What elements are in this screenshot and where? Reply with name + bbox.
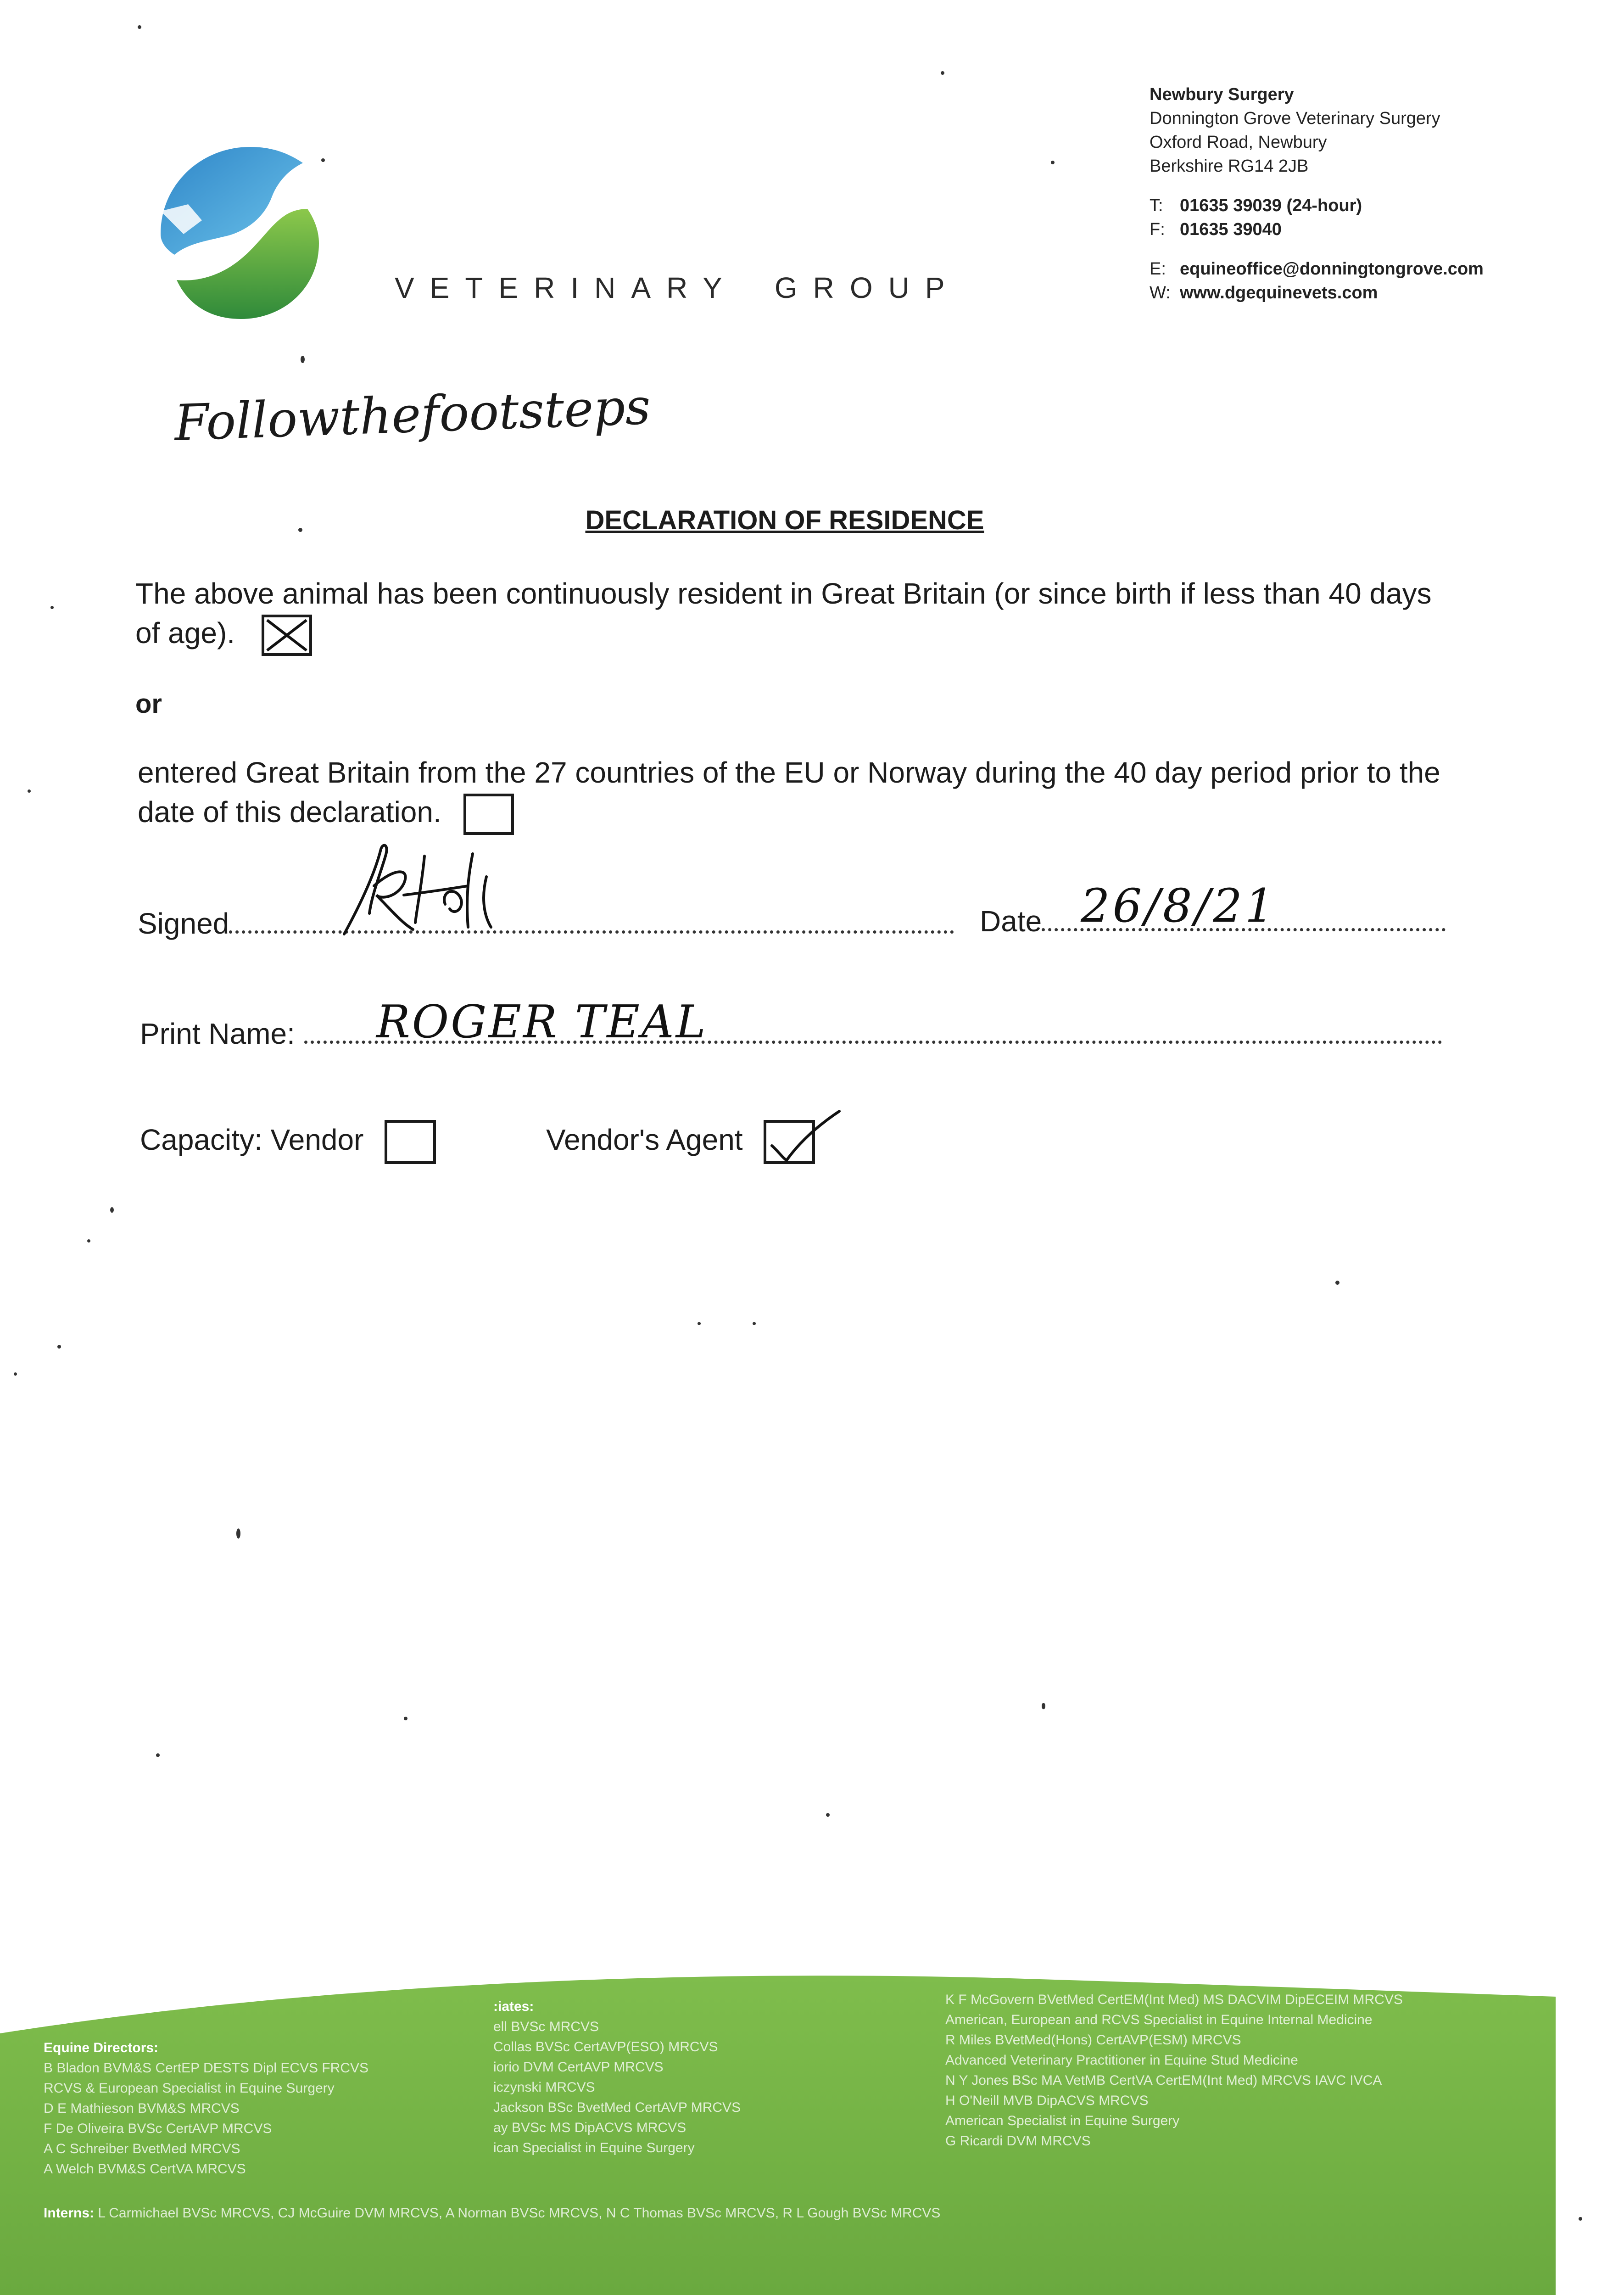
specialists-column [945, 1990, 1403, 2151]
director-line: RCVS & European Specialist in Equine Surgery [44, 2081, 335, 2096]
scan-speck [110, 1207, 114, 1213]
scan-speck [138, 25, 141, 29]
signed-label: Signed [138, 907, 229, 940]
contact-block [1150, 83, 1484, 305]
group-name-part1: VETERINARY [395, 271, 738, 304]
scan-speck [698, 1322, 701, 1325]
specialist-line: American, European and RCVS Specialist in Equine Internal Medicine [945, 2012, 1373, 2027]
capacity-label: Capacity: Vendor [140, 1123, 364, 1156]
directors-title: Equine Directors: [44, 2040, 159, 2055]
paragraph-1-text: The above animal has been continuously resident in Great Britain (or since birth if less than 40 days of age). [135, 577, 1432, 649]
group-name [395, 271, 960, 305]
associate-line: Collas BVSc CertAVP(ESO) MRCVS [493, 2039, 718, 2054]
interns-names: L Carmichael BVSc MRCVS, CJ McGuire DVM MRCVS, A Norman BVSc MRCVS, N C Thomas BVSc MRCVS, R L Gough BVSc MRCVS [98, 2205, 941, 2221]
scan-speck [321, 158, 325, 162]
group-name-part2: GROUP [774, 271, 960, 304]
resident-checkbox[interactable] [262, 615, 312, 656]
director-line: A C Schreiber BvetMed MRCVS [44, 2141, 240, 2156]
capacity-agent [546, 1120, 815, 1164]
specialist-line: Advanced Veterinary Practitioner in Equine Stud Medicine [945, 2053, 1298, 2068]
directors-column [44, 2038, 368, 2179]
address-line: Donnington Grove Veterinary Surgery [1150, 109, 1440, 128]
scan-speck [826, 1813, 830, 1817]
scan-speck [50, 606, 54, 609]
scan-speck [87, 1239, 90, 1243]
veterinary-group-logo [151, 142, 326, 321]
web-label: W: [1150, 283, 1171, 302]
director-line: A Welch BVM&S CertVA MRCVS [44, 2161, 246, 2177]
specialist-line: N Y Jones BSc MA VetMB CertVA CertEM(Int Med) MRCVS IAVC IVCA [945, 2073, 1382, 2088]
associate-line: iorio DVM CertAVP MRCVS [493, 2060, 664, 2075]
associate-line: iczynski MRCVS [493, 2080, 595, 2095]
associate-line: ican Specialist in Equine Surgery [493, 2140, 695, 2155]
entered-gb-checkbox[interactable] [463, 794, 514, 835]
scan-speck [1335, 1281, 1339, 1285]
interns-line [44, 2203, 940, 2223]
scan-speck [156, 1753, 160, 1757]
date-value: 26/8/21 [1081, 879, 1277, 933]
scan-speck [1579, 2217, 1582, 2221]
scan-speck [1042, 1703, 1045, 1709]
date-label: Date [980, 905, 1042, 938]
footer-staff [44, 1974, 1558, 2295]
scan-speck [14, 1372, 17, 1376]
declaration-paragraph-1 [135, 574, 1443, 656]
scan-speck [298, 528, 302, 532]
agent-label: Vendor's Agent [546, 1123, 743, 1156]
print-name-value: ROGER TEAL [376, 996, 708, 1048]
email-label: E: [1150, 259, 1166, 279]
specialist-line: American Specialist in Equine Surgery [945, 2113, 1180, 2128]
associates-column [493, 1997, 741, 2158]
fax-label: F: [1150, 220, 1165, 239]
web-value[interactable]: www.dgequinevets.com [1180, 283, 1378, 302]
vendor-checkbox[interactable] [385, 1120, 436, 1164]
print-name-field [140, 1017, 1442, 1051]
email-value[interactable]: equineoffice@donningtongrove.com [1180, 259, 1484, 279]
director-line: F De Oliveira BVSc CertAVP MRCVS [44, 2121, 272, 2136]
cross-mark-icon [264, 617, 309, 653]
associate-line: Jackson BSc BvetMed CertAVP MRCVS [493, 2100, 741, 2115]
or-label: or [135, 689, 162, 719]
associate-line: ell BVSc MRCVS [493, 2019, 599, 2034]
associates-title: :iates: [493, 1999, 534, 2014]
specialist-line: K F McGovern BVetMed CertEM(Int Med) MS DACVIM DipECEIM MRCVS [945, 1992, 1403, 2007]
fax-value: 01635 39040 [1180, 220, 1282, 239]
director-line: D E Mathieson BVM&S MRCVS [44, 2101, 240, 2116]
signature [330, 835, 587, 946]
check-mark-icon [764, 1104, 846, 1164]
scan-speck [301, 356, 305, 363]
address-line: Oxford Road, Newbury [1150, 133, 1327, 152]
associate-line: ay BVSc MS DipACVS MRCVS [493, 2120, 686, 2135]
declaration-paragraph-2 [138, 753, 1445, 835]
horse-name: Followthefootsteps [173, 378, 652, 452]
director-line: B Bladon BVM&S CertEP DESTS Dipl ECVS FRCVS [44, 2060, 369, 2076]
address-line: Berkshire RG14 2JB [1150, 157, 1309, 176]
surgery-name: Newbury Surgery [1150, 85, 1294, 104]
scan-speck [941, 71, 944, 75]
scan-speck [1051, 161, 1055, 164]
scan-speck [57, 1345, 61, 1349]
declaration-heading: DECLARATION OF RESIDENCE [585, 505, 984, 535]
specialist-line: G Ricardi DVM MRCVS [945, 2133, 1091, 2149]
tel-value: 01635 39039 (24-hour) [1180, 196, 1362, 215]
specialist-line: R Miles BVetMed(Hons) CertAVP(ESM) MRCVS [945, 2032, 1241, 2048]
agent-checkbox[interactable] [764, 1120, 815, 1164]
capacity-vendor [140, 1120, 436, 1164]
scan-speck [404, 1717, 407, 1720]
scan-speck [28, 789, 31, 793]
print-name-label: Print Name: [140, 1017, 295, 1050]
paragraph-2-text: entered Great Britain from the 27 countries of the EU or Norway during the 40 day period prior to the date of this declaration. [138, 756, 1440, 828]
scan-speck [753, 1322, 756, 1325]
specialist-line: H O'Neill MVB DipACVS MRCVS [945, 2093, 1149, 2108]
scan-speck [236, 1528, 240, 1539]
tel-label: T: [1150, 196, 1163, 215]
interns-title: Interns: [44, 2205, 95, 2221]
